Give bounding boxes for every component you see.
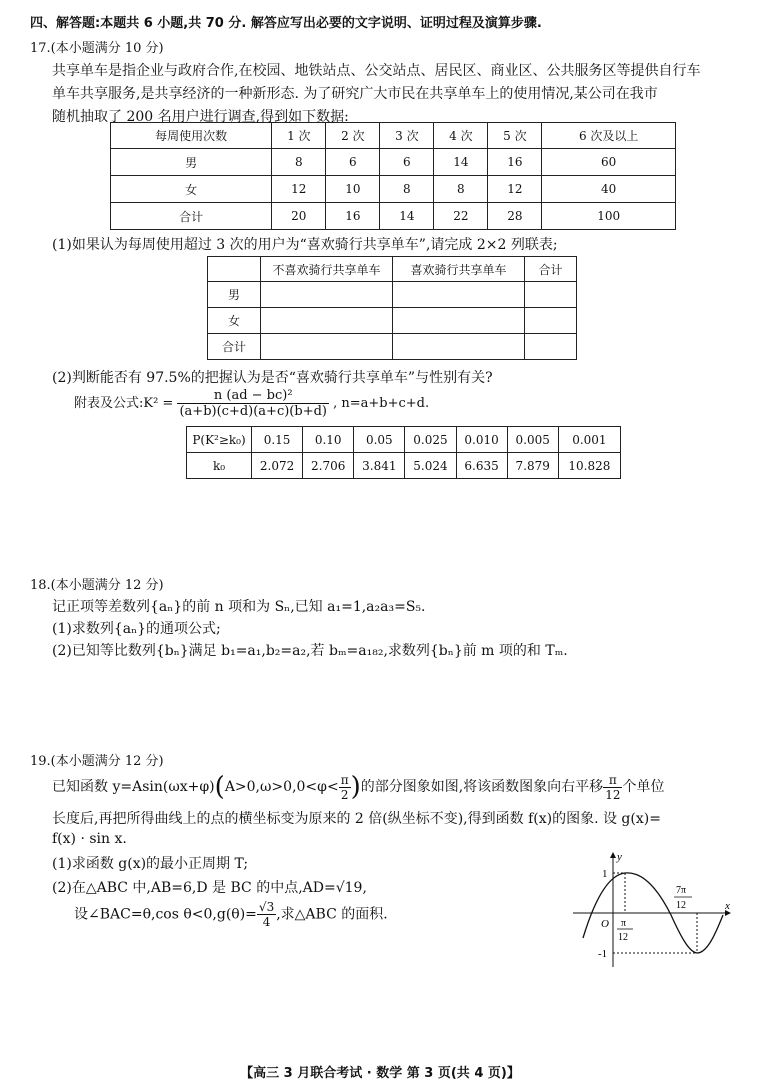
table-cell: 女: [111, 176, 272, 203]
table-header-cell: P(K²≥k₀): [187, 427, 252, 453]
table-header-cell: 3 次: [380, 123, 434, 149]
table-cell: 0.15: [252, 427, 303, 453]
function-expression: 已知函数 y=Asin(ωx+φ): [52, 779, 215, 795]
table-cell: 10: [326, 176, 380, 203]
q17-paragraph-line2: 单车共享服务,是共享经济的一种新形态. 为了研究广大市民在共享单车上的使用情况,某公司在我市: [52, 86, 658, 102]
table-cell: 0.001: [558, 427, 620, 453]
blank-cell: [261, 282, 393, 308]
table-cell: 12: [272, 176, 326, 203]
table-header-cell: k₀: [187, 453, 252, 479]
blank-cell: [525, 282, 577, 308]
table-header-cell: [208, 257, 261, 282]
table-row: [111, 176, 676, 203]
open-paren: (: [214, 772, 225, 802]
table-header-cell: 不喜欢骑行共享单车: [261, 257, 393, 282]
area-question: ,求△ABC 的面积.: [276, 906, 388, 923]
q17-title: 17.(本小题满分 10 分): [30, 41, 164, 56]
q18-part1: (1)求数列{aₙ}的通项公式;: [52, 621, 221, 637]
table-row: [187, 453, 621, 479]
table-header-cell: 6 次及以上: [542, 123, 676, 149]
pi-over-12-fraction: [603, 773, 622, 802]
table-row: [111, 149, 676, 176]
table-cell: 8: [434, 176, 488, 203]
table-header-cell: 2 次: [326, 123, 380, 149]
table-header-cell: 每周使用次数: [111, 123, 272, 149]
blank-cell: [261, 308, 393, 334]
table-cell: 2.072: [252, 453, 303, 479]
table-cell: 14: [380, 203, 434, 230]
shift-text: 的部分图象如图,将该函数图象向右平移: [360, 779, 604, 795]
x-axis-label: x: [725, 900, 730, 912]
table-row: [187, 427, 621, 453]
formula-denominator: (a+b)(c+d)(a+c)(b+d): [179, 404, 327, 419]
table-cell: 男: [208, 282, 261, 308]
pi-over-2-fraction: [339, 773, 351, 802]
tick-one: 1: [602, 868, 608, 880]
table-header-cell: 5 次: [488, 123, 542, 149]
origin-label: O: [601, 918, 609, 930]
table-cell: 60: [542, 149, 676, 176]
table-cell: 22: [434, 203, 488, 230]
tick-7pi12-num: 7π: [676, 885, 687, 896]
table-header-cell: 合计: [525, 257, 577, 282]
q19-line1: [52, 772, 664, 802]
table-cell: 0.10: [303, 427, 354, 453]
fraction-den: 4: [262, 915, 271, 929]
table-cell: 0.005: [507, 427, 558, 453]
table-row: [208, 282, 577, 308]
table-cell: 3.841: [354, 453, 405, 479]
blank-cell: [525, 334, 577, 360]
fraction-num: π: [340, 772, 349, 787]
contingency-table: [207, 256, 577, 360]
blank-cell: [393, 282, 525, 308]
fraction-den: 12: [605, 787, 621, 802]
critical-value-table: [186, 426, 621, 479]
table-cell: 40: [542, 176, 676, 203]
table-cell: 6: [380, 149, 434, 176]
table-cell: 14: [434, 149, 488, 176]
page-footer: 【高三 3 月联合考试 · 数学 第 3 页(共 4 页)】: [240, 1066, 520, 1081]
tick-neg-one: -1: [598, 948, 608, 960]
q19-part1: (1)求函数 g(x)的最小正周期 T;: [52, 856, 249, 872]
usage-table: [110, 122, 676, 230]
blank-cell: [393, 334, 525, 360]
unit-text: 个单位: [622, 779, 665, 795]
table-cell: 男: [111, 149, 272, 176]
table-cell: 16: [488, 149, 542, 176]
formula-suffix: , n=a+b+c+d.: [333, 396, 430, 411]
q19-line6: [74, 900, 388, 929]
y-axis-label: y: [617, 851, 622, 863]
fraction-num: √3: [258, 900, 275, 914]
fraction-num: π: [603, 773, 622, 788]
formula-prefix: 附表及公式:K² =: [74, 396, 174, 411]
fraction-den: 2: [340, 787, 349, 802]
q17-paragraph-line3: 随机抽取了 200 名用户进行调查,得到如下数据:: [52, 109, 349, 125]
q19-title: 19.(本小题满分 12 分): [30, 754, 164, 769]
table-cell: 5.024: [405, 453, 456, 479]
table-cell: 7.879: [507, 453, 558, 479]
table-row: [111, 203, 676, 230]
section-header: 四、解答题:本题共 6 小题,共 70 分. 解答应写出必要的文字说明、证明过程及演算步骤.: [30, 16, 542, 31]
table-cell: 8: [272, 149, 326, 176]
table-cell: 12: [488, 176, 542, 203]
blank-cell: [261, 334, 393, 360]
q18-part2: (2)已知等比数列{bₙ}满足 b₁=a₁,b₂=a₂,若 bₘ=a₁₈₂,求数列{bₙ}前 m 项的和 Tₘ.: [52, 643, 568, 659]
q17-formula: [74, 388, 429, 419]
sine-graph: [565, 845, 740, 975]
condition-text: A>0,ω>0,0<φ<: [224, 779, 339, 795]
table-header-cell: 1 次: [272, 123, 326, 149]
k2-fraction: [177, 388, 329, 419]
table-cell: 20: [272, 203, 326, 230]
blank-cell: [393, 308, 525, 334]
q19-line3: f(x) · sin x.: [52, 831, 127, 847]
q17-part2: (2)判断能否有 97.5%的把握认为是否“喜欢骑行共享单车”与性别有关?: [52, 370, 493, 386]
angle-condition: 设∠BAC=θ,cos θ<0,g(θ)=: [74, 906, 257, 923]
table-cell: 合计: [111, 203, 272, 230]
close-paren: ): [350, 772, 361, 802]
table-row: [208, 308, 577, 334]
table-cell: 女: [208, 308, 261, 334]
table-cell: 合计: [208, 334, 261, 360]
q17-paragraph-line1: 共享单车是指企业与政府合作,在校园、地铁站点、公交站点、居民区、商业区、公共服务区等提供自行车: [52, 63, 701, 79]
table-cell: 100: [542, 203, 676, 230]
table-cell: 10.828: [558, 453, 620, 479]
q18-title: 18.(本小题满分 12 分): [30, 578, 164, 593]
table-cell: 16: [326, 203, 380, 230]
tick-pi12-den: 12: [618, 932, 628, 943]
table-cell: 6: [326, 149, 380, 176]
table-cell: 28: [488, 203, 542, 230]
table-row: [208, 334, 577, 360]
sqrt3-over-4-fraction: [257, 900, 276, 929]
table-cell: 0.05: [354, 427, 405, 453]
q18-line1: 记正项等差数列{aₙ}的前 n 项和为 Sₙ,已知 a₁=1,a₂a₃=S₅.: [52, 599, 426, 615]
q17-part1: (1)如果认为每周使用超过 3 次的用户为“喜欢骑行共享单车”,请完成 2×2 列联表;: [52, 237, 558, 253]
table-cell: 6.635: [456, 453, 507, 479]
table-cell: 8: [380, 176, 434, 203]
q19-line2: 长度后,再把所得曲线上的点的横坐标变为原来的 2 倍(纵坐标不变),得到函数 f(x)的图象. 设 g(x)=: [52, 811, 661, 827]
table-cell: 2.706: [303, 453, 354, 479]
tick-7pi12-den: 12: [676, 900, 686, 911]
blank-cell: [525, 308, 577, 334]
table-cell: 0.025: [405, 427, 456, 453]
formula-numerator: n (ad − bc)²: [177, 388, 329, 404]
tick-pi12-num: π: [621, 918, 627, 929]
table-header-cell: 喜欢骑行共享单车: [393, 257, 525, 282]
table-cell: 0.010: [456, 427, 507, 453]
table-header-cell: 4 次: [434, 123, 488, 149]
q19-part2: (2)在△ABC 中,AB=6,D 是 BC 的中点,AD=√19,: [52, 880, 367, 896]
